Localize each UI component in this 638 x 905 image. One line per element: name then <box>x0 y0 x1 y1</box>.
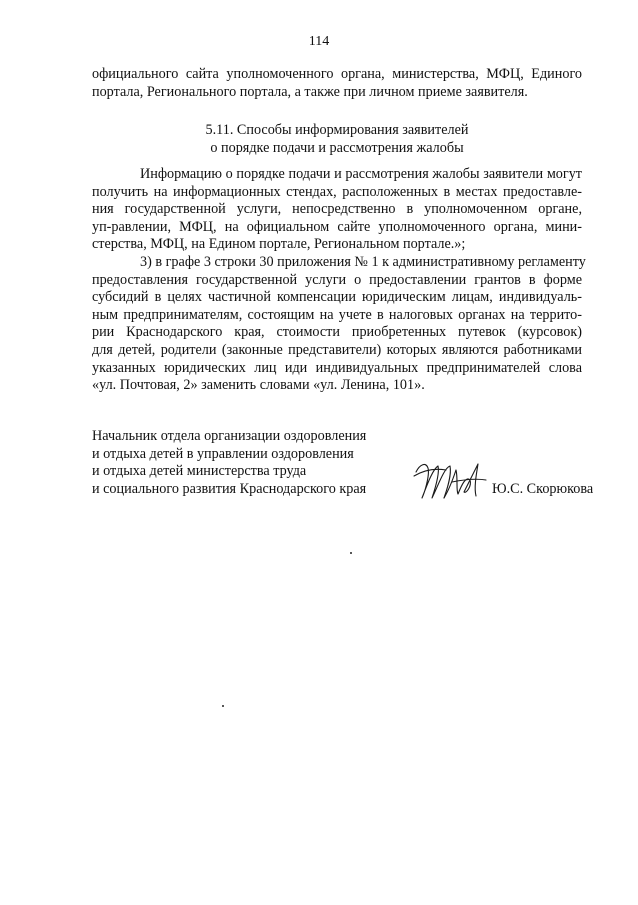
signatory-name: Ю.С. Скорюкова <box>492 481 594 497</box>
position-line: Начальник отдела организации оздоровления <box>92 428 367 444</box>
scan-speck <box>350 552 352 554</box>
text-line: уп-равлении, МФЦ, на официальном сайте уполномоченного органа, мини- <box>92 218 582 235</box>
text-line: «ул. Почтовая, 2» заменить словами «ул. Ленина, 101». <box>92 377 425 394</box>
text-line: ным предпринимателям, состоящим на учете в налоговых органах на террито- <box>92 306 582 323</box>
text-line: указанных юридических лиц иди индивидуальных предпринимателей слова <box>92 359 582 376</box>
text-line: получить на информационных стендах, расположенных в местах предоставле- <box>92 183 582 200</box>
handwritten-signature <box>412 458 490 502</box>
text-line: для детей, родители (законные представители) которых являются работниками <box>92 341 582 358</box>
page-number: 114 <box>308 34 330 49</box>
text-line: официального сайта уполномоченного органа, министерства, МФЦ, Единого <box>92 66 582 82</box>
text-line: предоставления государственной услуги о предоставлении грантов в форме <box>92 271 582 288</box>
section-heading <box>0 122 638 157</box>
scan-speck <box>222 705 224 707</box>
paragraph-continuation <box>92 66 582 101</box>
paragraph-information <box>92 166 582 254</box>
position-line: и отдыха детей министерства труда <box>92 463 307 480</box>
heading-line: 5.11. Способы информирования заявителей <box>205 122 469 138</box>
text-line: Информацию о порядке подачи и рассмотрения жалобы заявители могут <box>140 166 582 182</box>
text-line: стерства, МФЦ, на Едином портале, Региональном портале.»; <box>92 236 466 253</box>
heading-line: о порядке подачи и рассмотрения жалобы <box>210 139 464 156</box>
paragraph-item-3 <box>92 254 586 395</box>
text-line: рии Краснодарского края, стоимости приобретенных путевок (курсовок) <box>92 324 582 341</box>
text-line: субсидий в целях частичной компенсации юридическим лицам, индивидуаль- <box>92 289 582 306</box>
text-line: ния государственной услуги, непосредственно в уполномоченном органе, <box>92 201 582 218</box>
position-line: и социального развития Краснодарского края <box>92 480 367 497</box>
text-line: 3) в графе 3 строки 30 приложения № 1 к административному регламенту <box>140 254 586 270</box>
signatory-position <box>92 428 366 498</box>
position-line: и отдыха детей в управлении оздоровления <box>92 445 354 462</box>
text-line: портала, Регионального портала, а также при личном приеме заявителя. <box>92 83 528 100</box>
